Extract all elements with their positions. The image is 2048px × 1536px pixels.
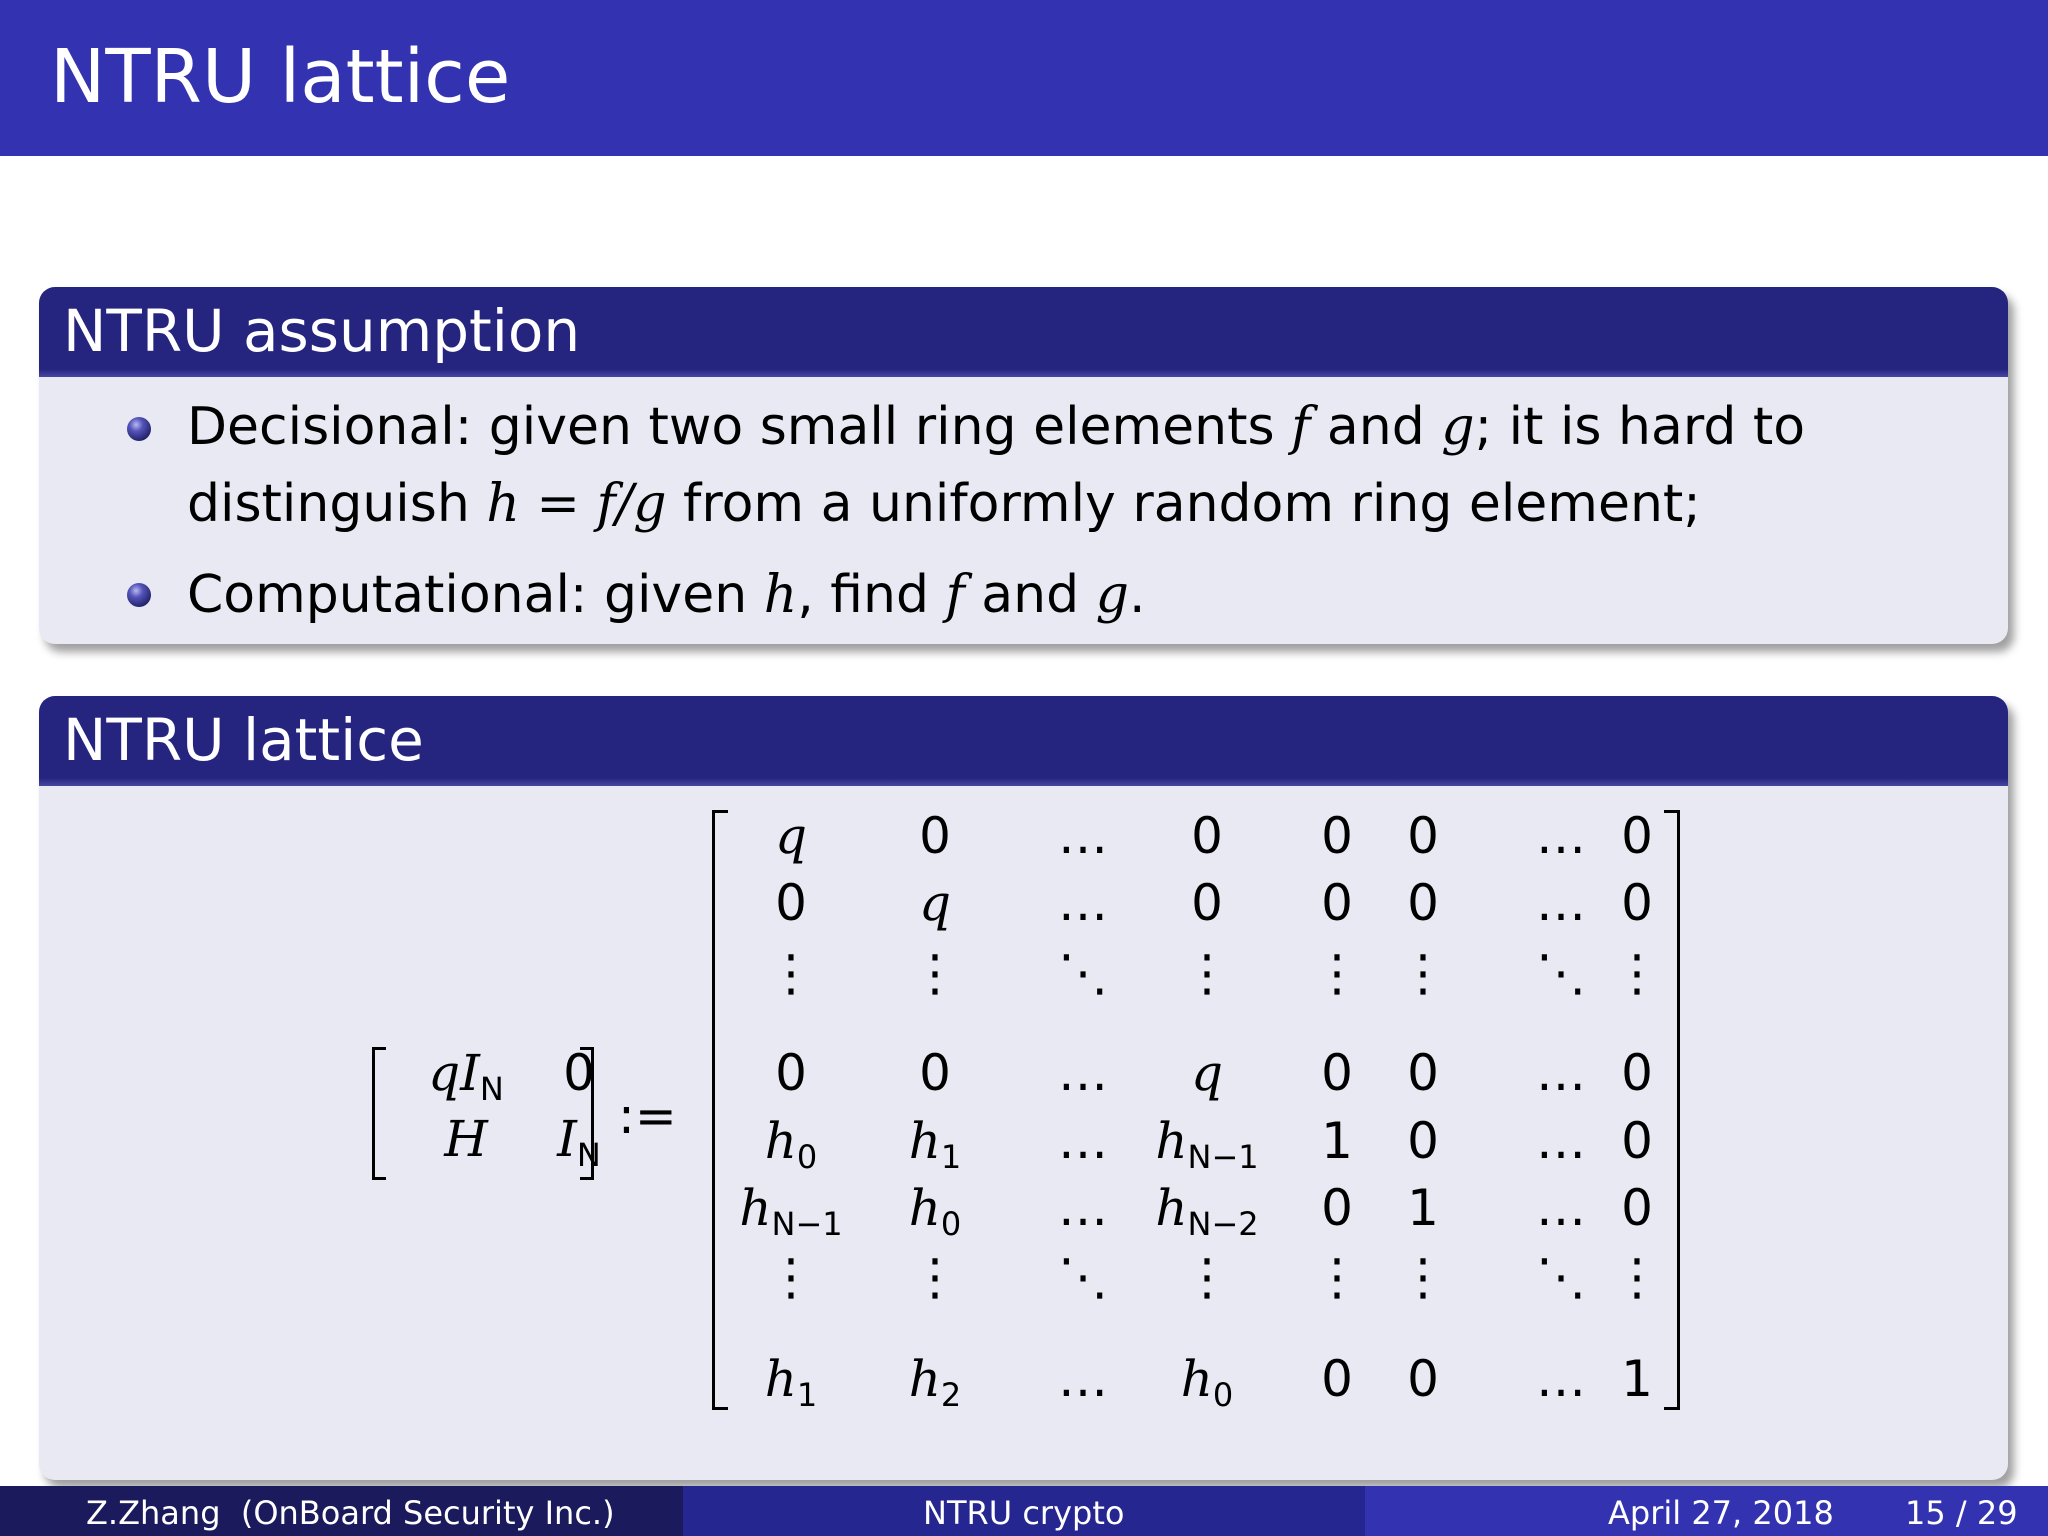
lattice-block: [39, 696, 2008, 1480]
rhs-cell: ⋮: [1182, 944, 1232, 1002]
rhs-cell: …: [1058, 1044, 1108, 1102]
decisional-text-3: from a uniformly random ring element;: [666, 474, 1701, 534]
rhs-cell: ⋮: [1182, 1248, 1232, 1306]
rhs-cell: ⋮: [1312, 1248, 1362, 1306]
computational-text: given: [587, 565, 764, 625]
and-text: and: [964, 565, 1096, 625]
rhs-cell: ⋮: [1612, 944, 1662, 1002]
computational-text-2: , find: [797, 565, 946, 625]
rhs-cell: 0: [1407, 807, 1439, 865]
rhs-cell: 0: [1321, 1350, 1353, 1408]
footer-page-number: 15 / 29: [1905, 1494, 2018, 1532]
assumption-block-title: NTRU assumption: [63, 297, 581, 365]
rhs-cell: $h_0$: [1180, 1350, 1234, 1414]
formula-h-fg: h = f/g: [486, 474, 667, 534]
rhs-cell: 0: [1407, 1044, 1439, 1102]
decisional-item: [187, 389, 1805, 543]
rhs-cell: ⋱: [1536, 944, 1586, 1002]
rhs-cell: ⋱: [1536, 1248, 1586, 1306]
rhs-cell: 0: [919, 807, 951, 865]
rhs-cell: 0: [1321, 807, 1353, 865]
rhs-cell: $h_0$: [908, 1179, 962, 1243]
footer: [0, 1486, 2048, 1536]
lhs-left-bracket: [372, 1047, 386, 1180]
rhs-cell: 0: [1321, 874, 1353, 932]
computational-label: Computational:: [187, 565, 588, 625]
decisional-label: Decisional:: [187, 397, 473, 457]
period: .: [1128, 565, 1146, 625]
rhs-cell: 0: [1621, 807, 1653, 865]
rhs-cell: 0: [1321, 1044, 1353, 1102]
rhs-cell: $h_0$: [764, 1112, 818, 1176]
rhs-cell: ⋮: [1398, 944, 1448, 1002]
rhs-cell: ⋱: [1058, 944, 1108, 1002]
rhs-cell: …: [1058, 807, 1108, 865]
rhs-cell: 0: [919, 1044, 951, 1102]
rhs-cell: ⋮: [1312, 944, 1362, 1002]
rhs-cell: …: [1536, 1179, 1586, 1237]
rhs-cell: 0: [1407, 1350, 1439, 1408]
lattice-block-title: NTRU lattice: [63, 706, 424, 774]
rhs-cell: $h_1$: [908, 1112, 962, 1176]
rhs-cell: 0: [1621, 874, 1653, 932]
rhs-cell: $h_{N-1}$: [739, 1179, 843, 1243]
rhs-cell: …: [1536, 874, 1586, 932]
var-f: f: [1291, 397, 1311, 457]
computational-item: [187, 557, 1145, 634]
footer-author-section: [0, 1486, 683, 1536]
rhs-cell: 0: [1191, 807, 1223, 865]
rhs-cell: …: [1058, 1350, 1108, 1408]
assumption-block-header: [39, 287, 2008, 377]
rhs-cell: …: [1058, 1179, 1108, 1237]
rhs-cell: $h_2$: [908, 1350, 962, 1414]
slide-title: NTRU lattice: [50, 34, 511, 120]
rhs-cell: 0: [1621, 1179, 1653, 1237]
footer-title-section: [683, 1486, 1365, 1536]
rhs-cell: q: [918, 874, 951, 932]
rhs-cell: ⋮: [1612, 1248, 1662, 1306]
rhs-cell: ⋮: [766, 1248, 816, 1306]
rhs-cell: $h_{N-1}$: [1155, 1112, 1259, 1176]
rhs-cell: 0: [1621, 1112, 1653, 1170]
rhs-cell: …: [1536, 1112, 1586, 1170]
rhs-cell: ⋮: [766, 944, 816, 1002]
rhs-cell: 0: [1321, 1179, 1353, 1237]
footer-date: April 27, 2018: [1608, 1494, 1834, 1532]
rhs-cell: …: [1058, 874, 1108, 932]
rhs-cell: q: [1190, 1044, 1223, 1102]
rhs-cell: 0: [1191, 874, 1223, 932]
lhs-cell: $I_N$: [557, 1110, 601, 1174]
rhs-cell: 0: [1407, 1112, 1439, 1170]
rhs-cell: ⋮: [910, 1248, 960, 1306]
and-text: and: [1310, 397, 1442, 457]
rhs-cell: …: [1536, 1350, 1586, 1408]
var-h: h: [763, 565, 798, 625]
var-g: g: [1441, 397, 1475, 457]
rhs-cell: 0: [775, 1044, 807, 1102]
var-f: f: [945, 565, 965, 625]
rhs-cell: $h_1$: [764, 1350, 818, 1414]
rhs-cell: ⋱: [1058, 1248, 1108, 1306]
lattice-block-header: [39, 696, 2008, 786]
rhs-cell: …: [1536, 1044, 1586, 1102]
rhs-cell: ⋮: [910, 944, 960, 1002]
lhs-cell: 0: [563, 1044, 595, 1102]
footer-author: Z.Zhang (OnBoard Security Inc.): [86, 1494, 615, 1532]
assign-symbol: :=: [618, 1087, 677, 1145]
lhs-cell: $qI_N$: [428, 1044, 504, 1108]
rhs-cell: …: [1536, 807, 1586, 865]
rhs-cell: 0: [1407, 874, 1439, 932]
bullet-icon: [127, 417, 151, 441]
rhs-cell: ⋮: [1398, 1248, 1448, 1306]
footer-date-section: [1365, 1486, 2048, 1536]
rhs-cell: 1: [1407, 1179, 1439, 1237]
var-g: g: [1095, 565, 1129, 625]
rhs-cell: 0: [775, 874, 807, 932]
rhs-cell: …: [1058, 1112, 1108, 1170]
decisional-text-end: ; it is hard to: [1474, 397, 1806, 457]
lhs-cell: H: [444, 1110, 488, 1168]
decisional-text-2: distinguish: [187, 474, 487, 534]
rhs-cell: 0: [1621, 1044, 1653, 1102]
rhs-cell: $h_{N-2}$: [1155, 1179, 1259, 1243]
assumption-block: [39, 287, 2008, 644]
footer-talk-title: NTRU crypto: [923, 1494, 1125, 1532]
decisional-text: given two small ring elements: [488, 397, 1292, 457]
slide-title-bar: [0, 0, 2048, 156]
rhs-cell: q: [774, 807, 807, 865]
bullet-icon: [127, 583, 151, 607]
rhs-cell: 1: [1321, 1112, 1353, 1170]
rhs-cell: 1: [1621, 1350, 1653, 1408]
